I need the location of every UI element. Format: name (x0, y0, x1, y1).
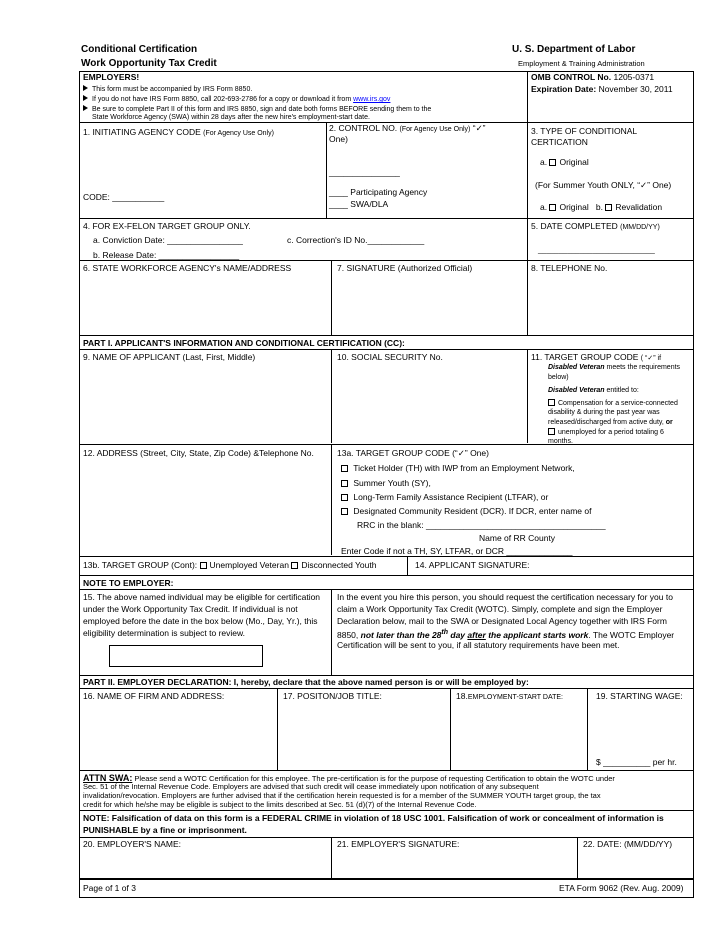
field-22-label: 22. DATE: (MM/DD/YY) (583, 839, 673, 849)
omb-control: OMB CONTROL No. 1205-0371 (531, 72, 655, 82)
checkbox-icon[interactable] (341, 480, 348, 487)
conviction-date-field[interactable]: a. Conviction Date: ________________ (93, 235, 243, 245)
department-name: U. S. Department of Labor (512, 44, 636, 55)
dcr-option[interactable]: Designated Community Resident (DCR). If DCR, enter name of (341, 507, 591, 517)
page-number: Page of 1 of 3 (83, 883, 136, 893)
field-7-label: 7. SIGNATURE (Authorized Official) (337, 263, 473, 273)
checkbox-icon[interactable] (291, 562, 298, 569)
field-15-line-4: eligibility determination is subject to review. (83, 628, 246, 638)
form-subtitle: Work Opportunity Tax Credit (81, 58, 217, 69)
hire-by-date-box[interactable] (109, 645, 263, 667)
footer-frame (79, 879, 694, 898)
fraud-warning-line-2: PUNISHABLE by a fine or imprisonment. (83, 825, 247, 835)
field-15-right-4: 8850, not later than the 28th day after the applicant starts work. The WOTC Employer (337, 629, 675, 640)
swa-dla-option[interactable]: ____ SWA/DLA (329, 199, 389, 209)
field-10-label: 10. SOCIAL SECURITY No. (337, 352, 443, 362)
field-15-line-2: under the Work Opportunity Tax Credit. If individual is not (83, 604, 298, 614)
part-2-heading: PART II. EMPLOYER DECLARATION: I, hereby, declare that the above named person is or will be employed by: (83, 677, 529, 687)
field-16-label: 16. NAME OF FIRM AND ADDRESS: (83, 691, 225, 701)
form-title: Conditional Certification (81, 44, 198, 55)
field-19-label: 19. STARTING WAGE: (596, 691, 683, 701)
field-17-label: 17. POSITON/JOB TITLE: (283, 691, 382, 701)
field-9-label: 9. NAME OF APPLICANT (Last, First, Middle) (83, 352, 256, 362)
field-6-label: 6. STATE WORKFORCE AGENCY's NAME/ADDRESS (83, 263, 292, 273)
attn-swa-line-3: invalidation/revocation. Employers are further advised that if the certification herein requested is for a member of the SUMMER YOUTH target group, the tax (83, 791, 601, 800)
irs-link[interactable]: www.irs.gov (353, 96, 391, 103)
field-15-right-1: In the event you hire this person, you should request the certification necessary for you to (337, 592, 673, 602)
attn-swa-line-1: ATTN SWA: Please send a WOTC Certification for this employee. The pre-certification is for the purpose of requesting Certification to obtain the WOTC under (83, 773, 615, 783)
arrow-bullet-icon (83, 105, 88, 111)
field-21-label: 21. EMPLOYER'S SIGNATURE: (337, 839, 460, 849)
field-13a-label: 13a. TARGET GROUP CODE (“✓” One) (337, 448, 489, 458)
employers-heading: EMPLOYERS! (83, 72, 140, 82)
form-number: ETA Form 9062 (Rev. Aug. 2009) (559, 883, 684, 893)
attn-swa-line-4: credit for which he/she may be eligible is subject to the limits described at Sec. 51 (d)(7) of the Internal Revenue Code. (83, 800, 477, 809)
checkbox-icon[interactable] (548, 428, 555, 435)
summer-options[interactable]: a. Original b. Revalidation (540, 202, 663, 212)
checkbox-icon[interactable] (341, 465, 348, 472)
arrow-bullet-icon (83, 85, 88, 91)
field-15-line-1: 15. The above named individual may be eligible for certification (83, 592, 321, 602)
field-11-label: 11. TARGET GROUP CODE ( “✓” if (531, 352, 662, 362)
field-2-one: One) (329, 134, 348, 144)
note-to-employer: NOTE TO EMPLOYER: (83, 578, 174, 588)
summer-youth-note: (For Summer Youth ONLY, “✓” One) (535, 180, 672, 190)
part-1-heading: PART I. APPLICANT'S INFORMATION AND CONDITIONAL CERTIFICATION (CC): (83, 338, 405, 348)
correction-id-field[interactable]: c. Correction's ID No.____________ (287, 235, 425, 245)
original-option[interactable]: a. Original (540, 157, 589, 167)
field-15-right-5: Certification will be sent to you, if all statutory requirements have been met. (337, 640, 620, 650)
agency-code-field[interactable]: CODE: ___________ (83, 192, 165, 202)
participating-agency-option[interactable]: ____ Participating Agency (329, 187, 428, 197)
checkbox-icon[interactable] (341, 508, 348, 515)
rrc-field[interactable]: RRC in the blank: ______________________________________ (357, 520, 606, 530)
enter-code-field[interactable]: Enter Code if not a TH, SY, LTFAR, or DCR ______________ (341, 546, 573, 556)
field-13b: 13b. TARGET GROUP (Cont): Unemployed Veteran Disconnected Youth (83, 560, 377, 570)
field-5-label: 5. DATE COMPLETED (MM/DD/YY) (531, 221, 660, 231)
field-2-label: 2. CONTROL NO. (For Agency Use Only) “✓” (329, 123, 486, 133)
field-1-label: 1. INITIATING AGENCY CODE (For Agency Use Only) (83, 127, 274, 137)
field-15-right-3: Declaration below, mail to the SWA or Designated Local Agency together with IRS Form (337, 616, 667, 626)
attn-swa-line-2: Sec. 51 of the Internal Revenue Code. Employers are advised that such credit will cease immediately upon notification of any subsequent (83, 782, 539, 791)
unemployed-option-cont: months. (548, 438, 573, 445)
field-15-line-3: employed before the date in the box below (Mo., Day, Yr.), this (83, 616, 318, 626)
employers-bullet-3: Be sure to complete Part II of this form and IRS 8850, sign and date both forms BEFORE sending them to the (83, 105, 431, 114)
summer-youth-option[interactable]: Summer Youth (SY), (341, 479, 431, 489)
employers-bullet-2: If you do not have IRS Form 8850, call 202-693-2786 for a copy or download it from www.irs.gov (83, 95, 390, 104)
administration-name: Employment & Training Administration (518, 59, 645, 68)
release-date-field[interactable]: b. Release Date: _________________ (93, 250, 240, 260)
field-18-label: 18.EMPLOYMENT-START DATE: (456, 691, 563, 701)
control-no-field[interactable]: _______________ (329, 167, 400, 177)
employers-bullet-3-cont: State Workforce Agency (SWA) within 28 days after the new hire's employment-start date. (92, 114, 370, 121)
unemployed-option[interactable]: unemployed for a period totaling 6 (548, 428, 664, 437)
checkbox-icon[interactable] (341, 494, 348, 501)
fraud-warning-line-1: NOTE: Falsification of data on this form is a FEDERAL CRIME in violation of 18 USC 1001. Falsification of work or concealment of information is (83, 813, 664, 823)
ltfar-option[interactable]: Long-Term Family Assistance Recipient (LTFAR), or (341, 493, 548, 503)
checkbox-icon[interactable] (549, 159, 556, 166)
field-4-label: 4. FOR EX-FELON TARGET GROUP ONLY. (83, 221, 251, 231)
compensation-option[interactable]: Compensation for a service-connected (548, 399, 678, 408)
field-15-right-2: claim a Work Opportunity Tax Credit (WOTC). Simply, complete and sign the Employer (337, 604, 663, 614)
compensation-option-cont-2: released/discharged from active duty, or (548, 419, 673, 426)
field-11-line-1: Disabled Veteran meets the requirements (548, 364, 681, 371)
checkbox-icon[interactable] (549, 204, 556, 211)
date-completed-field[interactable]: ____________________________ (538, 245, 655, 254)
field-14-label: 14. APPLICANT SIGNATURE: (415, 560, 530, 570)
checkbox-icon[interactable] (200, 562, 207, 569)
rrc-caption: Name of RR County (479, 533, 556, 543)
compensation-option-cont: disability & during the past year was (548, 409, 660, 416)
field-11-line-2: below) (548, 374, 569, 381)
checkbox-icon[interactable] (605, 204, 612, 211)
field-11-line-3: Disabled Veteran entitled to: (548, 387, 639, 394)
arrow-bullet-icon (83, 95, 88, 101)
field-20-label: 20. EMPLOYER'S NAME: (83, 839, 181, 849)
field-12-label: 12. ADDRESS (Street, City, State, Zip Code) &Telephone No. (83, 448, 314, 458)
field-3-label: 3. TYPE OF CONDITIONAL (531, 126, 638, 136)
ticket-holder-option[interactable]: Ticket Holder (TH) with IWP from an Employment Network, (341, 464, 575, 474)
field-3-label-2: CERTICATION (531, 137, 588, 147)
checkbox-icon[interactable] (548, 399, 555, 406)
expiration-date: Expiration Date: November 30, 2011 (531, 84, 673, 94)
employers-bullet-1: This form must be accompanied by IRS Form 8850. (83, 85, 252, 94)
starting-wage-field[interactable]: $ __________ per hr. (596, 757, 677, 767)
field-8-label: 8. TELEPHONE No. (531, 263, 608, 273)
